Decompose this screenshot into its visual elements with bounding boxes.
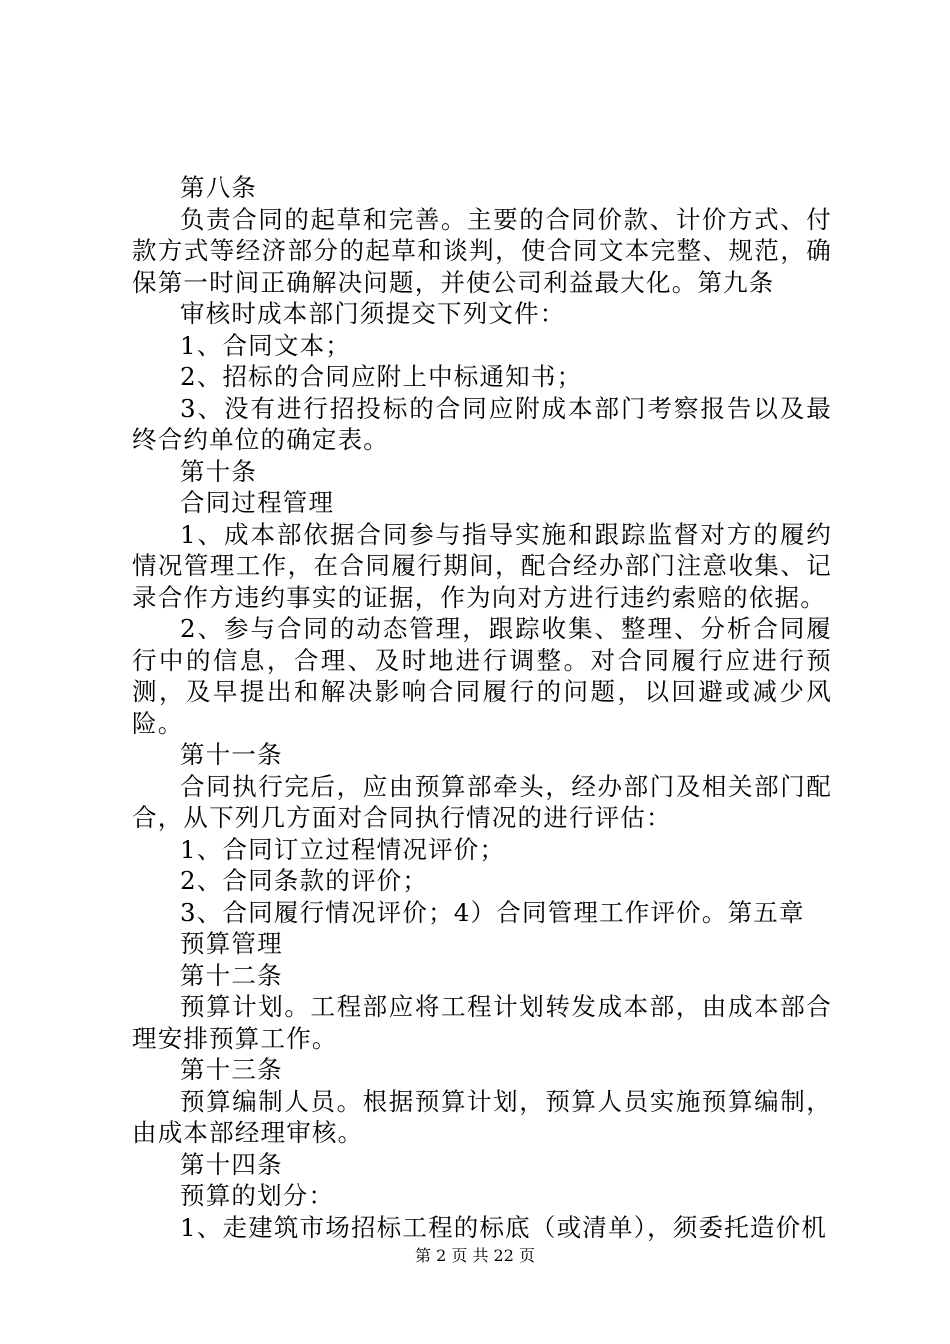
paragraph: 第十一条 [180, 740, 283, 769]
paragraph: 第十二条 [180, 960, 283, 990]
paragraph: 2、参与合同的动态管理，跟踪收集、整理、分析合同履行中的信息，合理、及时地进行调整。对合同履行应进行预测，及早提出和解决影响合同履行的问题，以回避或减少风险。 [132, 614, 832, 738]
paragraph: 1、走建筑市场招标工程的标底（或清单），须委托造价机 [180, 1212, 828, 1242]
paragraph: 3、没有进行招投标的合同应附成本部门考察报告以及最终合约单位的确定表。 [132, 393, 832, 454]
paragraph: 第十三条 [180, 1055, 283, 1084]
paragraph: 预算计划。工程部应将工程计划转发成本部，由成本部合理安排预算工作。 [132, 992, 832, 1053]
paragraph: 3、合同履行情况评价；4）合同管理工作评价。第五章 [180, 897, 805, 927]
paragraph: 1、合同订立过程情况评价； [180, 834, 506, 864]
paragraph: 合同过程管理 [180, 488, 335, 517]
page-number-footer: 第 2 页 共 22 页 [415, 1246, 535, 1265]
paragraph: 预算的划分： [180, 1181, 335, 1210]
paragraph: 第十条 [180, 456, 258, 486]
paragraph: 第八条 [180, 173, 258, 202]
paragraph: 1、合同文本； [180, 330, 351, 360]
paragraph: 合同执行完后，应由预算部牵头，经办部门及相关部门配合，从下列几方面对合同执行情况的进行评估： [132, 771, 832, 832]
paragraph: 2、招标的合同应附上中标通知书； [180, 362, 583, 391]
paragraph: 负责合同的起草和完善。主要的合同价款、计价方式、付款方式等经济部分的起草和谈判，使合同文本完整、规范，确保第一时间正确解决问题，并使公司利益最大化。第九条 [132, 204, 832, 297]
paragraph: 审核时成本部门须提交下列文件： [180, 299, 566, 328]
paragraph: 第十四条 [180, 1149, 283, 1179]
paragraph: 1、成本部依据合同参与指导实施和跟踪监督对方的履约情况管理工作，在合同履行期间，配合经办部门注意收集、记录合作方违约事实的证据，作为向对方进行违约索赔的依据。 [132, 519, 832, 612]
document-body [132, 172, 832, 1243]
paragraph: 预算管理 [180, 929, 283, 958]
paragraph: 预算编制人员。根据预算计划，预算人员实施预算编制，由成本部经理审核。 [132, 1086, 832, 1147]
paragraph: 2、合同条款的评价； [180, 866, 429, 895]
